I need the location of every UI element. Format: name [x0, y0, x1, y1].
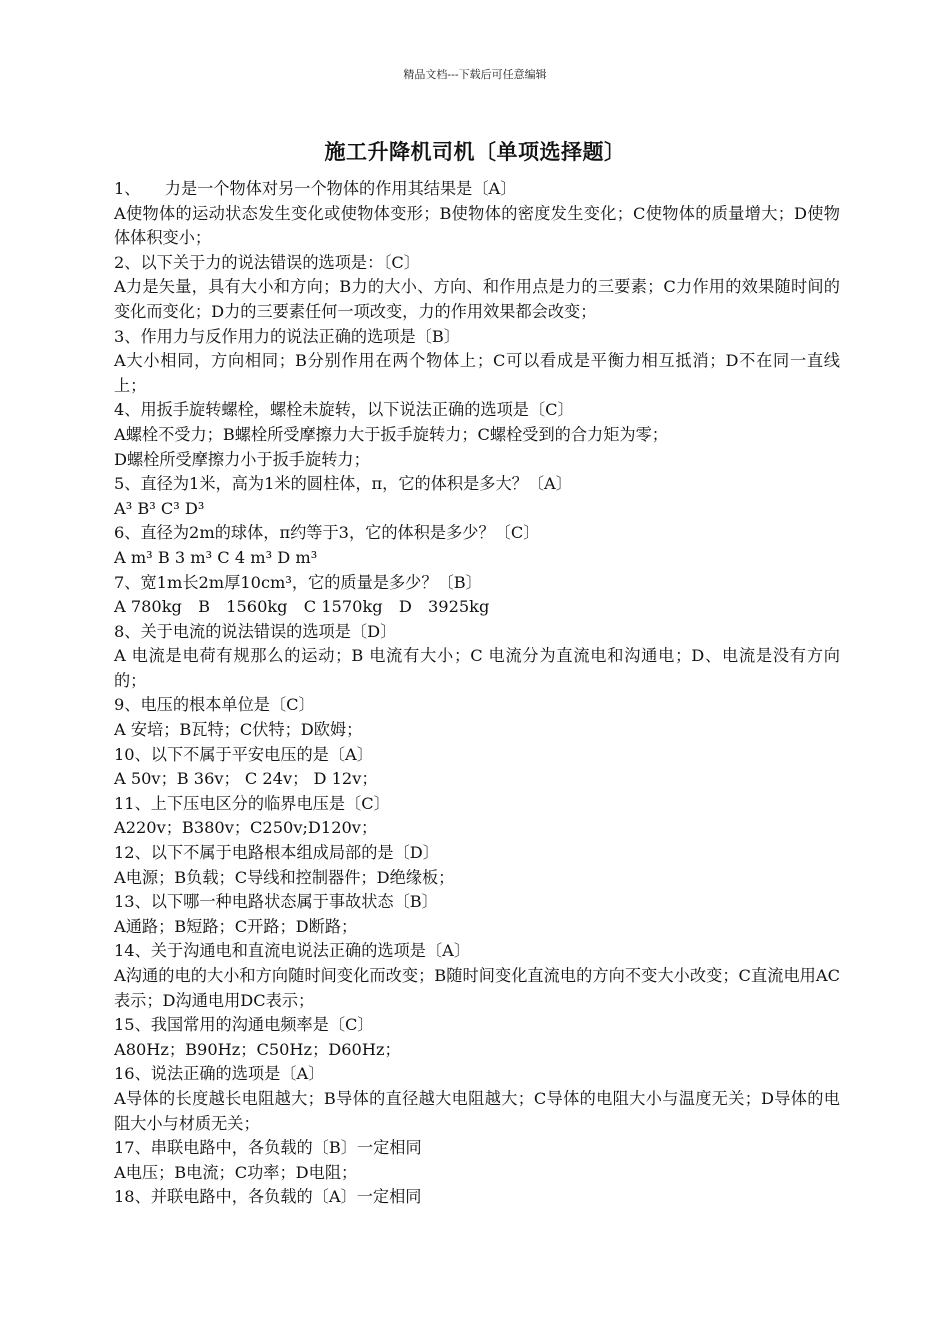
answer-options: A 安培；B瓦特；C伏特；D欧姆；	[114, 720, 363, 740]
answer-options: A螺栓不受力；B螺栓所受摩擦力大于扳手旋转力；C螺栓受到的合力矩为零；	[114, 424, 668, 444]
answer-options: A³ B³ C³ D³	[114, 498, 205, 518]
question-stem: 13、以下哪一种电路状态属于事故状态〔B〕	[114, 892, 438, 912]
page-header: 精品文档---下载后可任意编辑	[403, 68, 547, 81]
answer-options: A 电流是电荷有规那么的运动；B 电流有大小；C 电流分为直流电和沟通电；D、电流是没有方向的；	[114, 646, 840, 690]
answer-options: A m³ B 3 m³ C 4 m³ D m³	[114, 547, 318, 567]
question-stem: 18、并联电路中，各负载的〔A〕一定相同	[114, 1187, 422, 1207]
answer-options: A 780kg B 1560kg C 1570kg D 3925kg	[114, 597, 490, 617]
answer-options: A 50v；B 36v； C 24v； D 12v；	[114, 769, 378, 789]
question-stem: 15、我国常用的沟通电频率是〔C〕	[114, 1015, 374, 1035]
question-stem: 10、以下不属于平安电压的是〔A〕	[114, 744, 373, 764]
question-stem: 12、以下不属于电路根本组成局部的是〔D〕	[114, 843, 439, 863]
question-stem: 14、关于沟通电和直流电说法正确的选项是〔A〕	[114, 941, 471, 961]
question-stem: 16、说法正确的选项是〔A〕	[114, 1064, 325, 1084]
document-title: 施工升降机司机〔单项选择题〕	[324, 139, 626, 164]
question-stem: 11、上下压电区分的临界电压是〔C〕	[114, 793, 390, 813]
answer-options: A电压；B电流；C功率；D电阻；	[114, 1162, 358, 1182]
answer-options: A大小相同，方向相同；B分别作用在两个物体上；C可以看成是平衡力相互抵消；D不在同一直线上；	[114, 351, 840, 395]
question-stem: 7、宽1m长2m厚10cm³，它的质量是多少？〔B〕	[114, 572, 482, 592]
question-stem: 4、用扳手旋转螺栓，螺栓未旋转，以下说法正确的选项是〔C〕	[114, 400, 574, 420]
question-stem: 3、作用力与反作用力的说法正确的选项是〔B〕	[114, 326, 460, 346]
answer-options: A导体的长度越长电阻越大；B导体的直径越大电阻越大；C导体的电阻大小与温度无关；D导体的电阻大小与材质无关；	[114, 1088, 840, 1133]
answer-options: A80Hz；B90Hz；C50Hz；D60Hz；	[114, 1039, 401, 1059]
question-stem: 17、串联电路中，各负载的〔B〕一定相同	[114, 1138, 422, 1158]
question-stem: 2、以下关于力的说法错误的选项是：〔C〕	[114, 252, 420, 272]
answer-options: A沟通的电的大小和方向随时间变化而改变；B随时间变化直流电的方向不变大小改变；C直流电用AC表示；D沟通电用DC表示；	[114, 966, 840, 1010]
question-stem: 6、直径为2m的球体，π约等于3，它的体积是多少？〔C〕	[114, 523, 540, 543]
question-stem: 9、电压的根本单位是〔C〕	[114, 695, 315, 715]
answer-options: A通路；B短路；C开路；D断路；	[114, 916, 358, 936]
question-stem: 8、关于电流的说法错误的选项是〔D〕	[114, 621, 397, 641]
answer-options: A力是矢量，具有大小和方向；B力的大小、方向、和作用点是力的三要素；C力作用的效果随时间的变化而变化；D力的三要素任何一项改变，力的作用效果都会改变；	[114, 277, 840, 321]
answer-options: A电源；B负载；C导线和控制器件；D绝缘板；	[114, 867, 455, 887]
answer-options: A使物体的运动状态发生变化或使物体变形；B使物体的密度发生变化；C使物体的质量增大；D使物体体积变小；	[114, 203, 840, 248]
answer-options: A220v；B380v；C250v;D120v；	[114, 818, 378, 838]
question-list	[114, 177, 840, 1210]
question-stem: 1、 力是一个物体对另一个物体的作用其结果是〔A〕	[114, 179, 517, 198]
answer-options: D螺栓所受摩擦力小于扳手旋转力；	[114, 449, 370, 469]
question-stem: 5、直径为1米，高为1米的圆柱体，π，它的体积是多大？〔A〕	[114, 474, 572, 494]
